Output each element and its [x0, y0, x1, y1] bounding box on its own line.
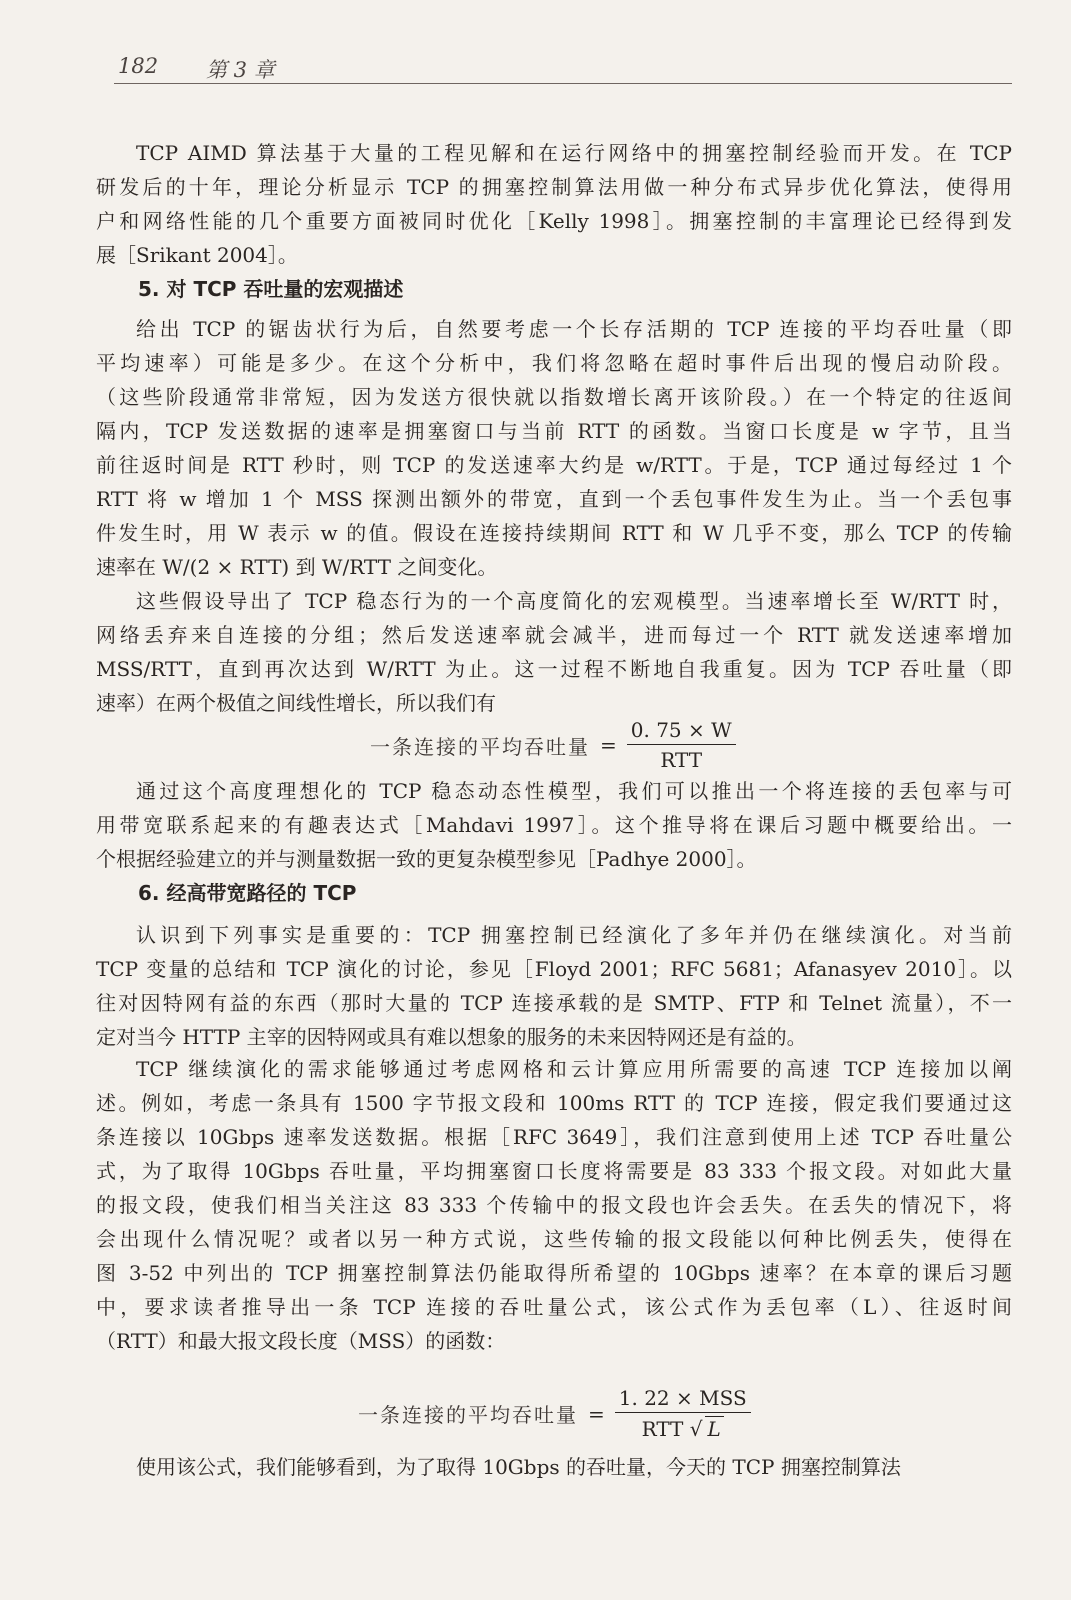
sqrt-radical-icon: √ — [689, 1417, 703, 1441]
text-line: RTT 将 w 增加 1 个 MSS 探测出额外的带宽，直到一个丢包事件发生为止。当一个丢包事 — [96, 487, 1012, 511]
text-line: 式，为了取得 10Gbps 吞吐量，平均拥塞窗口长度将需要是 83 333 个报文段。对如此大量 — [96, 1159, 1012, 1183]
header-rule — [114, 83, 1012, 84]
text-line: MSS/RTT，直到再次达到 W/RTT 为止。这一过程不断地自我重复。因为 TCP 吞吐量（即 — [96, 657, 1012, 681]
page-number: 182 — [118, 54, 159, 78]
section-heading-5: 5. 对 TCP 吞吐量的宏观描述 — [138, 277, 404, 301]
fraction — [615, 1386, 751, 1441]
paragraph-high-speed — [96, 1052, 1012, 1358]
text-line: 条连接以 10Gbps 速率发送数据。根据［RFC 3649］，我们注意到使用上述 TCP 吞吐量公 — [96, 1125, 1012, 1149]
text-line: 网络丢弃来自连接的分组；然后发送速率就会减半，进而每过一个 RTT 就发送速率增加 — [96, 623, 1012, 647]
text-line: 使用该公式，我们能够看到，为了取得 10Gbps 的吞吐量，今天的 TCP 拥塞控制算法 — [136, 1455, 901, 1479]
paragraph-aimd — [96, 136, 1012, 272]
section-heading-6: 6. 经高带宽路径的 TCP — [138, 881, 357, 905]
text-line: 隔内，TCP 发送数据的速率是拥塞窗口与当前 RTT 的函数。当窗口长度是 w 字节，且当 — [96, 419, 1012, 443]
paragraph-tcp-evolution — [96, 918, 1012, 1054]
denominator: RTT — [660, 748, 703, 772]
text-line: 速率在 W/(2 × RTT) 到 W/RTT 之间变化。 — [96, 555, 498, 579]
formula-lhs: 一条连接的平均吞吐量 — [358, 1403, 578, 1427]
denominator-rtt: RTT — [641, 1417, 684, 1441]
equals-sign: = — [588, 1401, 605, 1426]
sqrt-radicand: L — [705, 1416, 724, 1441]
chapter-label: 第 3 章 — [206, 58, 275, 82]
text-line: TCP 继续演化的需求能够通过考虑网格和云计算应用所需要的高速 TCP 连接加以阐 — [136, 1057, 1012, 1081]
formula-average-throughput — [370, 718, 736, 772]
text-line: 这些假设导出了 TCP 稳态行为的一个高度简化的宏观模型。当速率增长至 W/RTT 时， — [136, 589, 1012, 613]
text-line: 用带宽联系起来的有趣表达式［Mahdavi 1997］。这个推导将在课后习题中概要给出。一 — [96, 813, 1012, 837]
formula-lhs: 一条连接的平均吞吐量 — [370, 734, 590, 759]
text-line: 定对当今 HTTP 主宰的因特网或具有难以想象的服务的未来因特网还是有益的。 — [96, 1025, 807, 1049]
numerator: 1. 22 × MSS — [615, 1386, 751, 1413]
text-line: 认识到下列事实是重要的：TCP 拥塞控制已经演化了多年并仍在继续演化。对当前 — [136, 923, 1012, 947]
text-line: 件发生时，用 W 表示 w 的值。假设在连接持续期间 RTT 和 W 几乎不变，那么 TCP 的传输 — [96, 521, 1012, 545]
paragraph-macro-model — [96, 584, 1012, 720]
text-line: 研发后的十年，理论分析显示 TCP 的拥塞控制算法用做一种分布式异步优化算法，使得用 — [96, 175, 1012, 199]
text-line: （这些阶段通常非常短，因为发送方很快就以指数增长离开该阶段。）在一个特定的往返间 — [96, 385, 1012, 409]
text-line: TCP 变量的总结和 TCP 演化的讨论，参见［Floyd 2001；RFC 5681；Afanasyev 2010］。以 — [96, 957, 1012, 981]
equals-sign: = — [600, 733, 617, 757]
text-line: 个根据经验建立的并与测量数据一致的更复杂模型参见［Padhye 2000］。 — [96, 847, 757, 871]
text-line: 中，要求读者推导出一条 TCP 连接的吞吐量公式，该公式作为丢包率（L）、往返时间 — [96, 1295, 1012, 1319]
numerator: 0. 75 × W — [627, 718, 736, 745]
text-line: 的报文段，使我们相当关注这 83 333 个传输中的报文段也许会丢失。在丢失的情况下，将 — [96, 1193, 1012, 1217]
text-line: 往对因特网有益的东西（那时大量的 TCP 连接承载的是 SMTP、FTP 和 Telnet 流量），不一 — [96, 991, 1012, 1015]
formula-loss-throughput — [358, 1386, 751, 1441]
text-line: TCP AIMD 算法基于大量的工程见解和在运行网络中的拥塞控制经验而开发。在 TCP — [136, 141, 1012, 165]
text-line: 速率）在两个极值之间线性增长，所以我们有 — [96, 691, 496, 715]
text-line: 展［Srikant 2004］。 — [96, 243, 298, 267]
fraction — [627, 718, 736, 772]
text-line: 户和网络性能的几个重要方面被同时优化［Kelly 1998］。拥塞控制的丰富理论已经得到发 — [96, 209, 1012, 233]
running-head — [114, 50, 1014, 84]
paragraph-throughput-intro — [96, 312, 1012, 584]
denominator — [642, 1413, 724, 1441]
text-line: 通过这个高度理想化的 TCP 稳态动态性模型，我们可以推出一个将连接的丢包率与可 — [136, 779, 1012, 803]
text-line: 给出 TCP 的锯齿状行为后，自然要考虑一个长存活期的 TCP 连接的平均吞吐量（即 — [136, 317, 1012, 341]
text-line: 会出现什么情况呢？或者以另一种方式说，这些传输的报文段能以何种比例丢失，使得在 — [96, 1227, 1012, 1251]
paragraph-conclusion — [96, 1450, 1012, 1484]
text-line: 述。例如，考虑一条具有 1500 字节报文段和 100ms RTT 的 TCP 连接，假定我们要通过这 — [96, 1091, 1012, 1115]
text-line: 图 3-52 中列出的 TCP 拥塞控制算法仍能取得所希望的 10Gbps 速率？在本章的课后习题 — [96, 1261, 1012, 1285]
text-line: （RTT）和最大报文段长度（MSS）的函数： — [96, 1329, 506, 1353]
paragraph-idealized-model — [96, 774, 1012, 876]
text-line: 前往返时间是 RTT 秒时，则 TCP 的发送速率大约是 w/RTT。于是，TCP 通过每经过 1 个 — [96, 453, 1012, 477]
text-line: 平均速率）可能是多少。在这个分析中，我们将忽略在超时事件后出现的慢启动阶段。 — [96, 351, 1012, 375]
